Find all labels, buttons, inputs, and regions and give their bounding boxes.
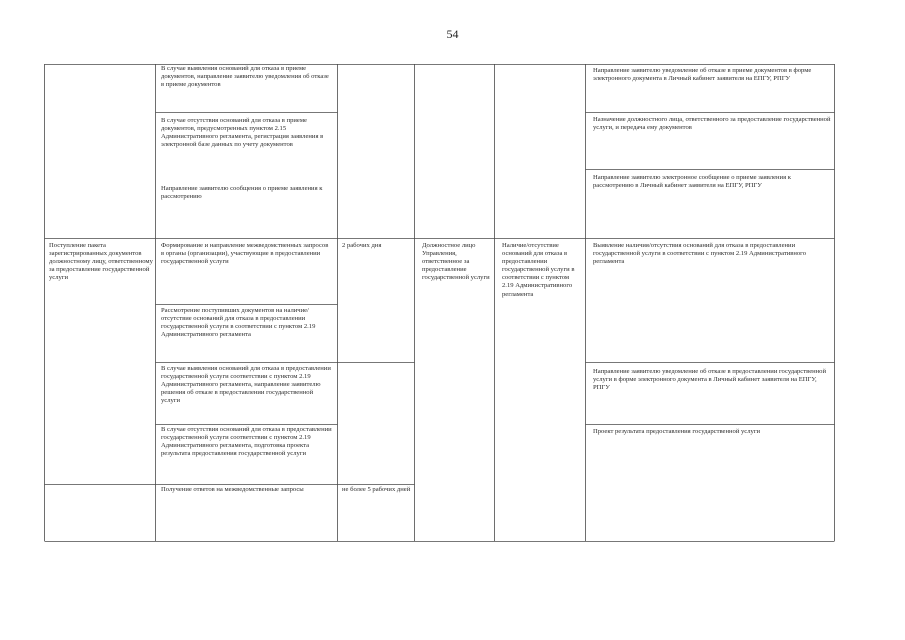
row2-criteria: Наличие/отсутствие оснований для отказа в предоставлении государственной услуги в соответствии с пунктом 2.19 Административного регламента [502, 242, 575, 298]
row2-action-4: В случае отсутствия оснований для отказа в предоставлении государственной услуги соответствии с пунктом 2.19 Административного регламента, подготовка проекта результата предоставления государственной услуги [161, 426, 332, 458]
page-number: 54 [446, 27, 459, 41]
row2-action-1: Формирование и направление межведомственных запросов в органы (организации), участвующие в предоставлении государственной услуги [161, 242, 329, 266]
row2-result-2: Направление заявителю уведомление об отказе в предоставлении государственной услуги в форме электронного документа в Личный кабинет заявителя на ЕПГУ, РПГУ [593, 368, 826, 392]
row1-result-3: Направление заявителю электронное сообщение о приеме заявления к рассмотрению в Личный кабинет заявителя на ЕПГУ, РПГУ [593, 174, 791, 190]
row1-action-3: Направление заявителю сообщения о приеме заявления к рассмотрению [161, 185, 323, 201]
row2-procedure: Поступление пакета зарегистрированных документов должностному лицу, ответственному за предоставление государственной услуги [49, 242, 153, 282]
row2-action-5: Получение ответов на межведомственные запросы [161, 486, 304, 493]
row1-result-1: Направление заявителю уведомление об отказе в приеме документов в форме электронного документа в Личный кабинет заявителя на ЕПГУ, РПГУ [593, 67, 812, 83]
row2-responsible: Должностное лицо Управления, ответственное за предоставление государственной услуги [422, 242, 490, 282]
row1-action-2: В случае отсутствия оснований для отказа в приеме документов, предусмотренных пунктом 2.15 Административного регламента, регистрация заявления в электронной базе данных по учету документов [161, 117, 324, 149]
row2-time-1: 2 рабочих дня [342, 242, 382, 249]
row1-result-2: Назначение должностного лица, ответственного за предоставление государственной услуги, и передача ему документов [593, 116, 831, 132]
row2-result-1: Выявление наличия/отсутствия оснований для отказа в предоставлении государственной услуги в соответствии с пунктом 2.19 Административного регламента [593, 242, 807, 266]
row2-action-3: В случае выявления оснований для отказа в предоставлении государственной услуги соответствии с пунктом 2.19 Административного регламента, направление заявителю решения об отказе в предоставлении государственной услуги [161, 365, 331, 405]
row2-action-2: Рассмотрение поступивших документов на наличие/отсутствие оснований для отказа в предоставлении государственной услуги в соответствии с пунктом 2.19 Административного регламента [161, 307, 316, 339]
row2-time-2: не более 5 рабочих дней [342, 486, 411, 493]
row1-action-1: В случае выявления оснований для отказа в приеме документов, направление заявителю уведомления об отказе в приеме документов [161, 65, 329, 89]
row2-result-3: Проект результата предоставления государственной услуги [593, 428, 761, 435]
